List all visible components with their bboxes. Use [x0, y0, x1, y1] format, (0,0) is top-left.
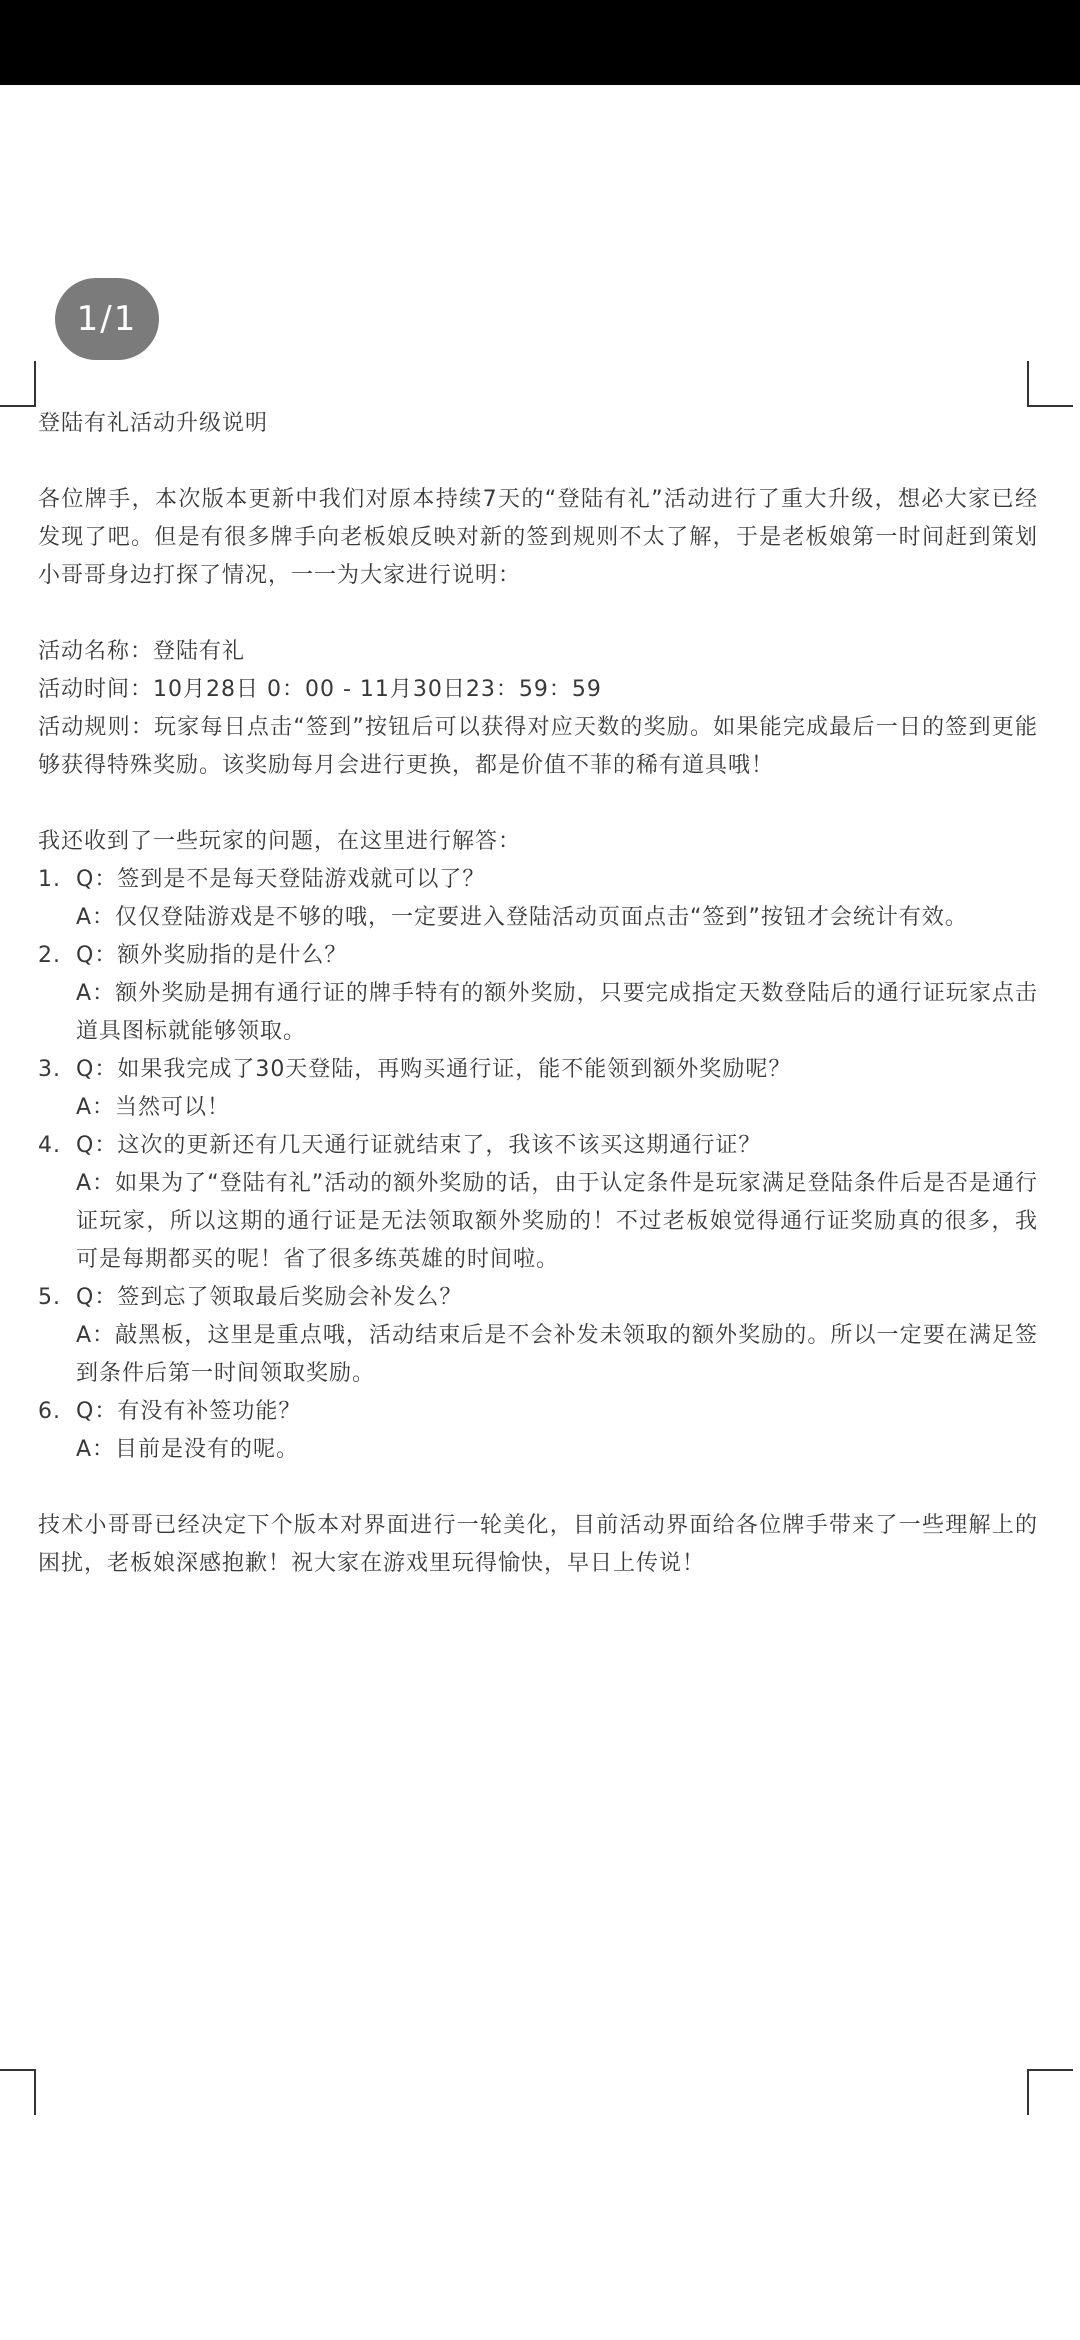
closing-paragraph: 技术小哥哥已经决定下个版本对界面进行一轮美化，目前活动界面给各位牌手带来了一些理解上的困扰，老板娘深感抱歉！祝大家在游戏里玩得愉快，早日上传说！ [38, 1513, 1038, 1576]
crop-mark-top-right [1027, 361, 1073, 407]
qa-item [38, 1051, 1038, 1127]
page-indicator: 1/1 [55, 278, 159, 360]
document-body [38, 405, 1038, 1583]
crop-mark-top-left [0, 361, 36, 407]
qa-answer: A：如果为了“登陆有礼”活动的额外奖励的话，由于认定条件是玩家满足登陆条件后是否是通行证玩家，所以这期的通行证是无法领取额外奖励的！不过老板娘觉得通行证奖励真的很多，我可是每期都买的呢！省了很多练英雄的时间啦。 [76, 1171, 1038, 1272]
qa-question: Q：签到忘了领取最后奖励会补发么？ [76, 1285, 463, 1310]
qa-number: 2. [38, 943, 61, 968]
activity-rules: 活动规则：玩家每日点击“签到”按钮后可以获得对应天数的奖励。如果能完成最后一日的签到更能够获得特殊奖励。该奖励每月会进行更换，都是价值不菲的稀有道具哦！ [38, 715, 1038, 778]
crop-mark-bottom-right [1027, 2069, 1073, 2115]
activity-name: 活动名称：登陆有礼 [38, 639, 246, 664]
qa-item [38, 861, 1038, 937]
qa-answer: A：目前是没有的呢。 [76, 1437, 300, 1462]
document-title: 登陆有礼活动升级说明 [38, 411, 269, 436]
qa-number: 4. [38, 1133, 61, 1158]
qa-question: Q：有没有补签功能？ [76, 1399, 302, 1424]
crop-mark-bottom-left [0, 2069, 36, 2115]
qa-question: Q：如果我完成了30天登陆，再购买通行证，能不能领到额外奖励呢？ [76, 1057, 792, 1082]
qa-answer: A：当然可以！ [76, 1095, 231, 1120]
qa-item [38, 1127, 1038, 1279]
qa-question: Q：额外奖励指的是什么？ [76, 943, 348, 968]
qa-question: Q：这次的更新还有几天通行证就结束了，我该不该买这期通行证？ [76, 1133, 762, 1158]
qa-question: Q：签到是不是每天登陆游戏就可以了？ [76, 867, 486, 892]
qa-answer: A：仅仅登陆游戏是不够的哦，一定要进入登陆活动页面点击“签到”按钮才会统计有效。 [76, 905, 968, 930]
qa-intro: 我还收到了一些玩家的问题，在这里进行解答： [38, 829, 522, 854]
qa-item [38, 937, 1038, 1051]
qa-answer: A：敲黑板，这里是重点哦，活动结束后是不会补发未领取的额外奖励的。所以一定要在满足签到条件后第一时间领取奖励。 [76, 1323, 1038, 1386]
qa-item [38, 1393, 1038, 1469]
qa-answer: A：额外奖励是拥有通行证的牌手特有的额外奖励，只要完成指定天数登陆后的通行证玩家点击道具图标就能够领取。 [76, 981, 1038, 1044]
intro-paragraph: 各位牌手，本次版本更新中我们对原本持续7天的“登陆有礼”活动进行了重大升级，想必大家已经发现了吧。但是有很多牌手向老板娘反映对新的签到规则不太了解，于是老板娘第一时间赶到策划小哥哥身边打探了情况，一一为大家进行说明： [38, 487, 1038, 588]
qa-number: 1. [38, 867, 61, 892]
qa-number: 6. [38, 1399, 61, 1424]
qa-number: 3. [38, 1057, 61, 1082]
activity-time: 活动时间：10月28日 0：00 - 11月30日23：59：59 [38, 677, 602, 702]
qa-number: 5. [38, 1285, 61, 1310]
status-bar [0, 0, 1080, 85]
qa-item [38, 1279, 1038, 1393]
